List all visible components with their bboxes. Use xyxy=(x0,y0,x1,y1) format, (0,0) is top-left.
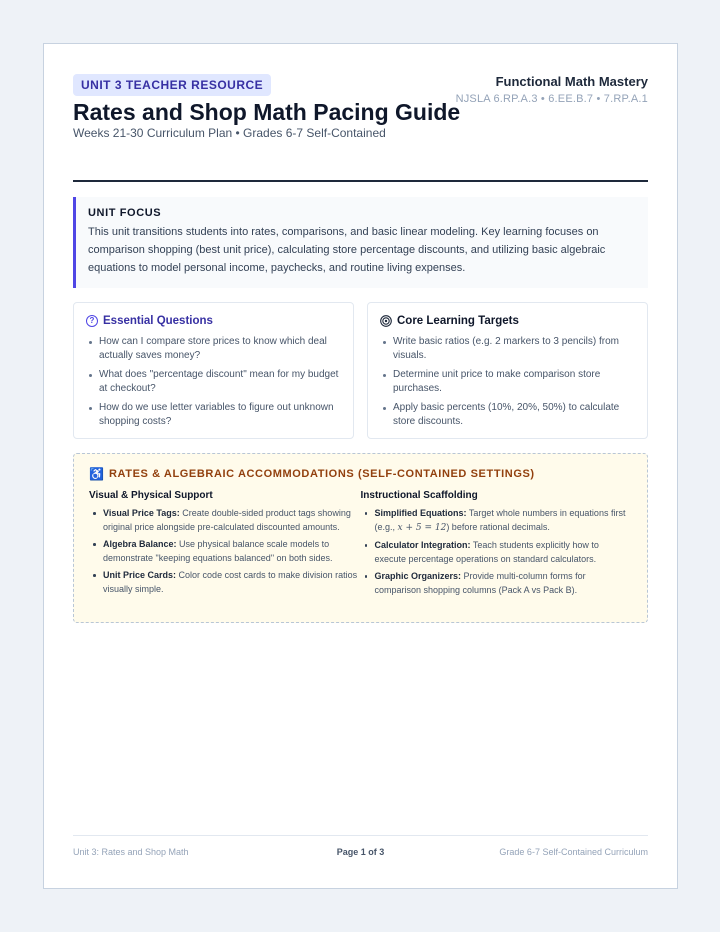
accessibility-icon: ♿ xyxy=(89,467,104,481)
item-desc: ) before rational decimals. xyxy=(446,521,550,532)
item-desc: Use physical balance scale models to demonstrate "keeping equations balanced" on both sides. xyxy=(103,539,333,563)
essential-questions-title: Essential Questions xyxy=(103,315,213,327)
unit-focus-label: UNIT FOCUS xyxy=(88,207,162,219)
essential-questions-card xyxy=(73,302,354,439)
list-item: What does "percentage discount" mean for my budget at checkout? xyxy=(86,368,341,396)
item-term: Calculator Integration: xyxy=(374,540,471,550)
item-desc: Target whole numbers in equations first (e.g., xyxy=(374,508,626,532)
accommodations-title: RATES & ALGEBRAIC ACCOMMODATIONS (SELF-CONTAINED SETTINGS) xyxy=(109,468,535,480)
item-term: Visual Price Tags: xyxy=(103,508,180,518)
footer-unit-name: Unit 3: Rates and Shop Math xyxy=(73,847,189,857)
page-title: Rates and Shop Math Pacing Guide xyxy=(73,99,461,125)
list-item xyxy=(89,569,361,596)
item-desc: Teach students explicitly how to execute percentage operations on standard calculators. xyxy=(374,540,599,564)
accommodations-panel xyxy=(73,453,648,623)
scaffolding-title: Instructional Scaffolding xyxy=(360,490,478,501)
page-footer xyxy=(73,835,648,865)
item-term: Unit Price Cards: xyxy=(103,570,177,580)
list-item xyxy=(361,507,633,535)
item-term: Simplified Equations: xyxy=(374,508,467,518)
brand-name: Functional Math Mastery xyxy=(495,74,648,89)
essential-questions-list xyxy=(86,335,341,429)
learning-targets-list xyxy=(380,335,635,429)
learning-targets-title: Core Learning Targets xyxy=(397,315,519,327)
list-item xyxy=(361,539,633,566)
item-desc: Create double-sided product tags showing original price alongside pre-calculated discounted amounts. xyxy=(103,508,351,532)
unit-focus-text: This unit transitions students into rates, comparisons, and basic linear modeling. Key learning focuses on comparison shopping (best unit price), calculating store percentage discounts, and utilizing basic algebraic equations to model personal income, paychecks, and routine living expenses. xyxy=(88,226,606,274)
standards-list: NJSLA 6.RP.A.3 • 6.EE.B.7 • 7.RP.A.1 xyxy=(455,93,648,105)
document-page xyxy=(43,43,678,889)
list-item: Apply basic percents (10%, 20%, 50%) to calculate store discounts. xyxy=(380,401,635,429)
question-circle-icon: ? xyxy=(86,315,98,327)
scaffolding-column xyxy=(361,490,633,601)
footer-curriculum: Grade 6-7 Self-Contained Curriculum xyxy=(499,847,648,857)
page-number: Page 1 of 3 xyxy=(336,847,385,857)
visual-support-title: Visual & Physical Support xyxy=(89,490,213,501)
unit-badge: UNIT 3 TEACHER RESOURCE xyxy=(73,74,271,96)
target-icon xyxy=(380,315,392,327)
cards-row xyxy=(73,302,648,439)
learning-targets-card xyxy=(367,302,648,439)
item-term: Algebra Balance: xyxy=(103,539,177,549)
list-item: How do we use letter variables to figure out unknown shopping costs? xyxy=(86,401,341,429)
list-item: Write basic ratios (e.g. 2 markers to 3 pencils) from visuals. xyxy=(380,335,635,363)
list-item xyxy=(89,538,361,565)
page-subtitle: Weeks 21-30 Curriculum Plan • Grades 6-7 Self-Contained xyxy=(73,126,386,140)
visual-support-column xyxy=(89,490,361,601)
item-desc: Provide multi-column forms for comparison shopping columns (Pack A vs Pack B). xyxy=(374,571,586,595)
item-term: Graphic Organizers: xyxy=(374,571,462,581)
page-header xyxy=(73,74,648,182)
list-item: How can I compare store prices to know which deal actually saves money? xyxy=(86,335,341,363)
unit-focus-callout xyxy=(73,197,648,288)
list-item: Determine unit price to make comparison store purchases. xyxy=(380,368,635,396)
list-item xyxy=(361,570,633,597)
list-item xyxy=(89,507,361,534)
equation: x + 5 = 12 xyxy=(397,522,447,533)
item-desc: Color code cost cards to make division ratios visually simple. xyxy=(103,570,358,594)
